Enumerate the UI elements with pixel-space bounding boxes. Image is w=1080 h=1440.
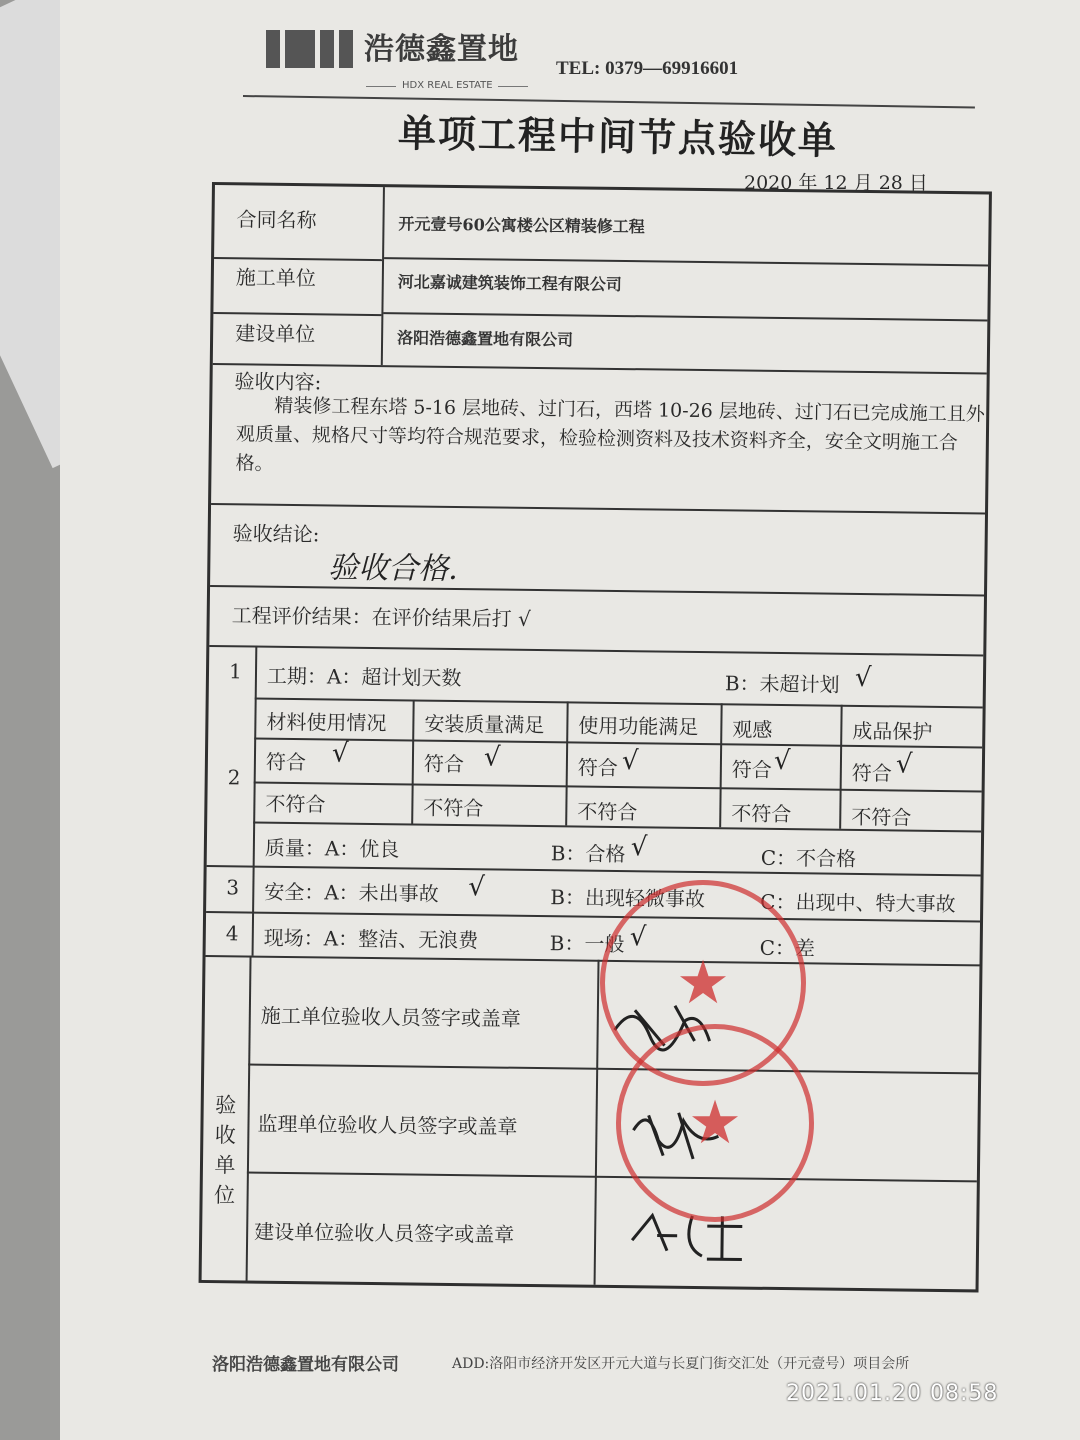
logo-rule-left [366, 86, 396, 87]
company-name-cn: 浩德鑫置地 [364, 32, 519, 67]
seal-star-icon: ★ [676, 948, 730, 1018]
checkmark-icon: √ [331, 738, 349, 769]
field-label-contractor: 施工单位 [235, 265, 316, 291]
field-value-contractor: 河北嘉诚建筑装饰工程有限公司 [397, 272, 622, 295]
criteria-header-install: 安装质量满足 [424, 711, 545, 738]
criteria-header-appearance: 观感 [732, 717, 773, 742]
criteria-header-protection: 成品保护 [852, 718, 933, 744]
row-number-2: 2 [227, 765, 241, 790]
checkmark-icon: √ [629, 922, 647, 953]
fail-appearance: 不符合 [731, 801, 792, 827]
telephone: TEL: 0379—69916601 [556, 58, 739, 79]
divider [210, 585, 984, 596]
sign-row-supervisor: 监理单位验收人员签字或盖章 [257, 1111, 518, 1139]
divider [248, 1064, 978, 1074]
criteria-header-material: 材料使用情况 [266, 709, 387, 736]
divider [719, 703, 722, 827]
evaluation-label: 工程评价结果：在评价结果后打 √ [231, 603, 531, 631]
fail-function: 不符合 [577, 799, 638, 825]
row-number-3: 3 [226, 875, 240, 900]
sign-row-developer: 建设单位验收人员签字或盖章 [254, 1219, 515, 1247]
divider [209, 645, 983, 656]
checkmark-icon: √ [630, 832, 648, 863]
document-date: 2020 年 12 月 28 日 [744, 172, 928, 194]
row-number-1: 1 [228, 659, 242, 684]
fail-install: 不符合 [423, 795, 484, 821]
divider [252, 646, 257, 956]
field-value-developer: 洛阳浩德鑫置地有限公司 [396, 328, 574, 350]
quality-option-c: C：不合格 [760, 845, 857, 871]
criteria-header-function: 使用功能满足 [578, 713, 699, 739]
checkmark-icon: √ [773, 745, 791, 777]
safety-option-c: C：出现中、特大事故 [760, 889, 956, 917]
checkmark-icon: √ [895, 749, 913, 780]
divider [247, 1172, 977, 1182]
divider [383, 312, 987, 321]
divider [246, 956, 251, 1281]
document-title: 单项工程中间节点验收单 [397, 110, 839, 163]
pass-function: 符合 [577, 755, 619, 781]
conclusion-label: 验收结论: [232, 521, 320, 547]
footer-company: 洛阳浩德鑫置地有限公司 [212, 1355, 399, 1375]
content-text: 精装修工程东塔 5-16 层地砖、过门石，西塔 10-26 层地砖、过门石已完成施工且外观质量、规格尺寸等均符合规范要求，检验检测资料及技术资料齐全，安全文明施工合格。 [235, 394, 985, 475]
sign-row-contractor: 施工单位验收人员签字或盖章 [260, 1003, 521, 1031]
content-label: 验收内容: [234, 369, 322, 395]
divider [214, 257, 382, 261]
divider [839, 705, 842, 829]
sign-section-label: 验收单位 [213, 1093, 237, 1208]
logo-rule-right [498, 86, 528, 87]
pass-install: 符合 [423, 751, 465, 777]
schedule-option-a: 工期：A：超计划天数 [266, 663, 462, 691]
field-label-contract: 合同名称 [236, 207, 317, 233]
site-option-c: C：差 [759, 935, 816, 961]
photo-timestamp: 2021.01.20 08:58 [786, 1381, 999, 1406]
schedule-option-b: B：未超计划 [724, 671, 840, 697]
divider [384, 257, 988, 266]
divider [211, 503, 985, 514]
conclusion-handwritten: 验收合格. [328, 550, 459, 588]
divider [381, 187, 385, 365]
site-option-a: 现场：A：整洁、无浪费 [263, 925, 479, 953]
quality-option-a: 质量：A：优良 [264, 835, 400, 862]
logo-mark-icon [266, 30, 353, 68]
pass-material: 符合 [265, 749, 307, 775]
divider [594, 960, 599, 1285]
fail-material: 不符合 [265, 791, 326, 817]
field-label-developer: 建设单位 [235, 321, 316, 347]
row-number-4: 4 [225, 921, 239, 946]
supervisor-seal-stamp [616, 1024, 814, 1222]
checkmark-icon: √ [854, 662, 872, 694]
safety-option-a: 安全：A：未出事故 [264, 879, 439, 906]
checkmark-icon: √ [468, 872, 486, 903]
checkmark-icon: √ [483, 742, 501, 773]
divider [411, 699, 414, 823]
divider [565, 701, 568, 825]
divider [213, 312, 381, 316]
divider [213, 363, 987, 374]
acceptance-form-table [199, 182, 992, 1292]
pass-protection: 符合 [851, 760, 892, 786]
company-name-en: HDX REAL ESTATE [402, 80, 493, 91]
field-value-contract: 开元壹号60公寓楼公区精装修工程 [398, 214, 645, 237]
seal-star-icon: ★ [688, 1088, 742, 1158]
pass-appearance: 符合 [731, 757, 773, 782]
quality-option-b: B：合格 [550, 841, 626, 867]
checkmark-icon: √ [621, 746, 639, 777]
safety-option-b: B：出现轻微事故 [550, 885, 706, 912]
footer-address: ADD:洛阳市经济开发区开元大道与长夏门街交汇处（开元壹号）项目会所 [452, 1356, 910, 1372]
site-option-b: B：一般 [549, 931, 625, 957]
fail-protection: 不符合 [851, 804, 912, 830]
